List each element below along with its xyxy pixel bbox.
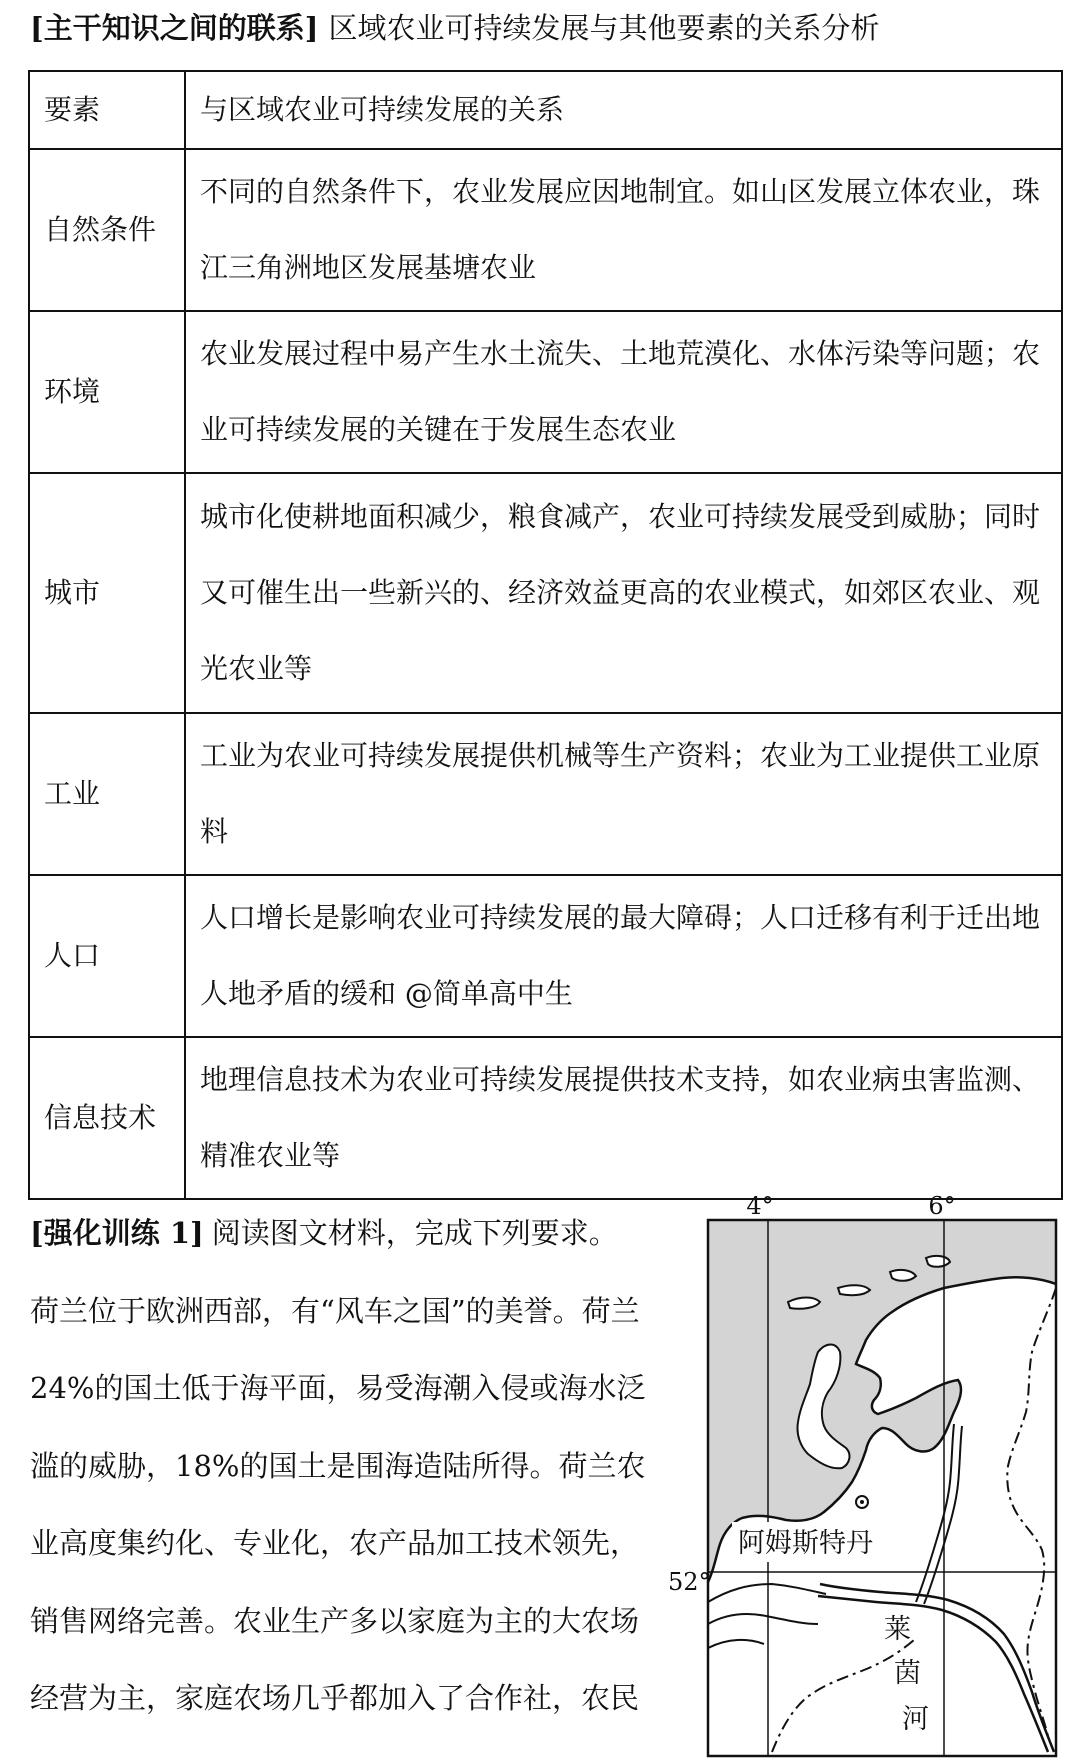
relation-cell: 农业发展过程中易产生水土流失、土地荒漠化、水体污染等问题；农业可持续发展的关键在于发展生态农业 [185,311,1062,473]
relation-cell: 城市化使耕地面积减少，粮食减产，农业可持续发展受到威胁；同时又可催生出一些新兴的、经济效益更高的农业模式，如郊区农业、观光农业等 [185,473,1062,713]
table-row [29,875,1062,1037]
amsterdam-marker-dot [860,1500,864,1504]
factor-cell: 人口 [29,875,185,1037]
header-factor-cell: 要素 [29,71,185,149]
river-label-char: 茵 [894,1658,921,1689]
table-row [29,1037,1062,1199]
factor-cell: 工业 [29,713,185,875]
header-relation-cell: 与区域农业可持续发展的关系 [185,71,1062,149]
relationship-table [28,70,1063,1200]
table-row [29,149,1062,311]
training-body: 荷兰位于欧洲西部，有“风车之国”的美誉。荷兰24%的国土低于海平面，易受海潮入侵或海水泛滥的威胁，18%的国土是围海造陆所得。荷兰农业高度集约化、专业化，农产品加工技术领先，销售网络完善。农业生产多以家庭为主的大农场经营为主，家庭农场几乎都加入了合作社，农民 [30,1293,646,1715]
map-island [890,1270,916,1281]
table-row [29,713,1062,875]
map-island [926,1256,950,1267]
river-label-char: 河 [902,1704,929,1735]
lon-label-4: 4° [746,1192,774,1220]
training-instruction: 阅读图文材料，完成下列要求。 [211,1216,618,1250]
relation-cell: 工业为农业可持续发展提供机械等生产资料；农业为工业提供工业原料 [185,713,1062,875]
relation-cell: 人口增长是影响农业可持续发展的最大障碍；人口迁移有利于迁出地人地矛盾的缓和 @简单高中生 [185,875,1062,1037]
table-header-row [29,71,1062,149]
lat-label-52: 52° [668,1568,711,1596]
factor-cell: 城市 [29,473,185,713]
heading-title: 区域农业可持续发展与其他要素的关系分析 [328,11,880,45]
factor-cell: 环境 [29,311,185,473]
river-label-char: 莱 [884,1614,911,1645]
relation-cell: 地理信息技术为农业可持续发展提供技术支持，如农业病虫害监测、精准农业等 [185,1037,1062,1199]
lon-label-6: 6° [928,1192,956,1220]
map-island [838,1285,870,1295]
table-row [29,473,1062,713]
factor-cell: 自然条件 [29,149,185,311]
city-label: 阿姆斯特丹 [738,1528,873,1559]
table-row [29,311,1062,473]
training-label: [强化训练 1] [30,1216,204,1250]
training-intro [30,1195,660,1273]
section-heading [30,4,879,52]
heading-tag: [主干知识之间的联系] [30,11,319,45]
training-section [30,1195,660,1738]
netherlands-map [668,1192,1068,1760]
map-svg [668,1192,1068,1760]
relation-cell: 不同的自然条件下，农业发展应因地制宜。如山区发展立体农业，珠江三角洲地区发展基塘农业 [185,149,1062,311]
factor-cell: 信息技术 [29,1037,185,1199]
